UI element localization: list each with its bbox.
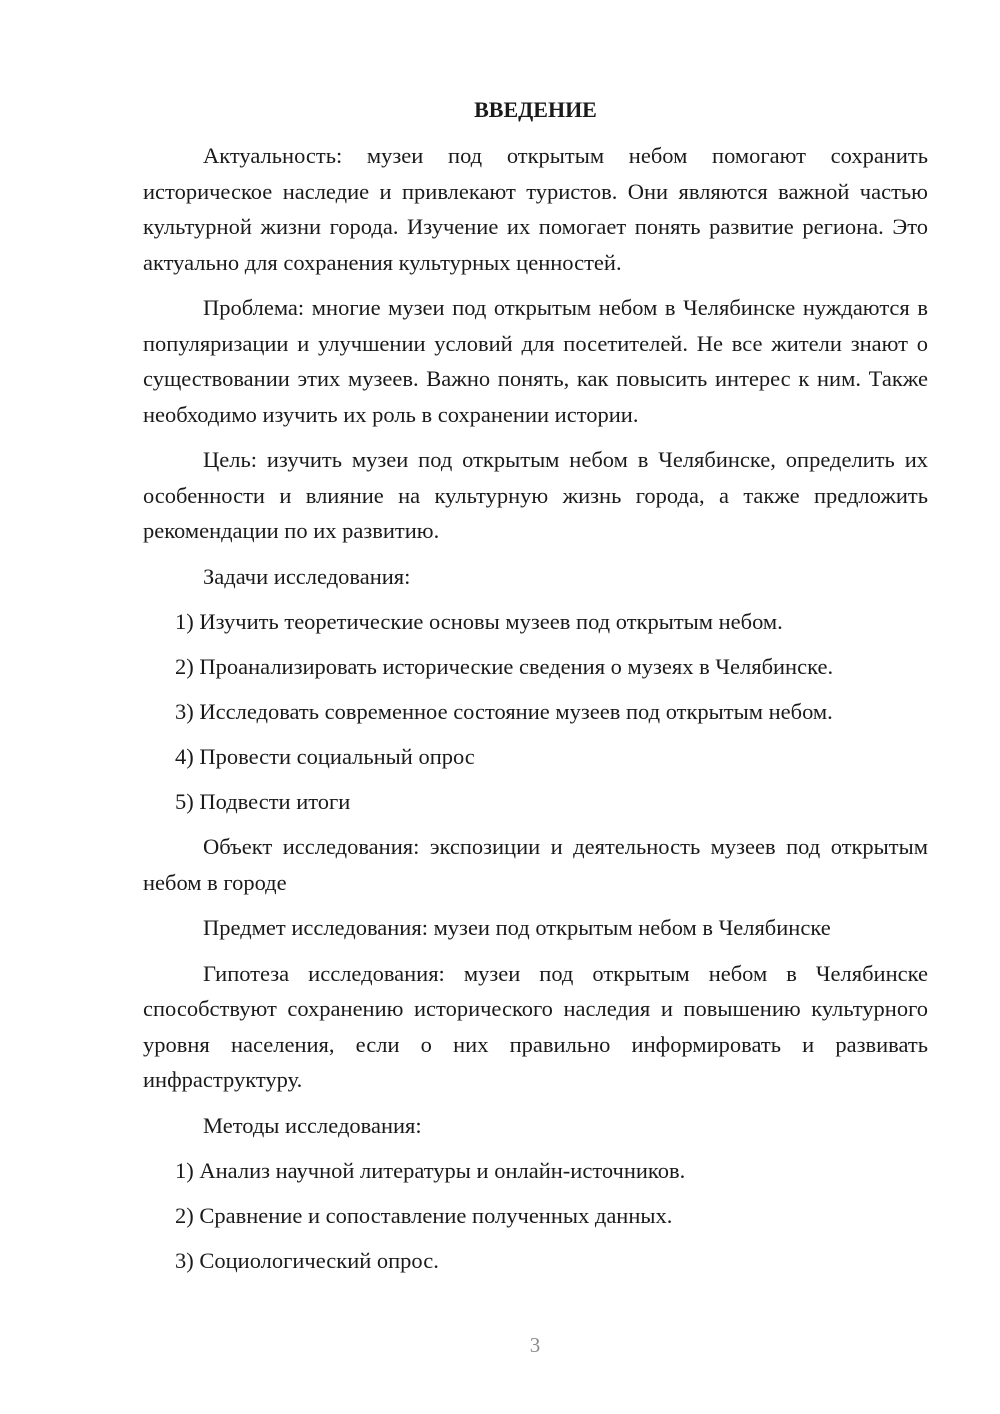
methods-list bbox=[143, 1153, 928, 1279]
list-item: 4) Провести социальный опрос bbox=[175, 744, 475, 769]
list-item: 2) Проанализировать исторические сведения о музеях в Челябинске. bbox=[175, 654, 834, 679]
list-item: 5) Подвести итоги bbox=[175, 789, 351, 814]
section-title: ВВЕДЕНИЕ bbox=[474, 97, 597, 122]
tasks-label: Задачи исследования: bbox=[203, 563, 411, 589]
list-item: 2) Сравнение и сопоставление полученных данных. bbox=[175, 1203, 673, 1228]
subject-paragraph: Предмет исследования: музеи под открытым небом в Челябинске bbox=[203, 915, 831, 940]
list-item: 1) Изучить теоретические основы музеев под открытым небом. bbox=[175, 609, 783, 634]
tasks-list bbox=[143, 604, 928, 820]
page-number: 3 bbox=[529, 1333, 541, 1357]
object-paragraph: Объект исследования: экспозиции и деятельность музеев под открытым небом в городе bbox=[143, 834, 928, 895]
list-item: 3) Исследовать современное состояние музеев под открытым небом. bbox=[175, 699, 833, 724]
goal-paragraph: Цель: изучить музеи под открытым небом в Челябинске, определить их особенности и влияние на культурную жизнь города, а также предложить рекомендации по их развитию. bbox=[143, 447, 928, 543]
hypothesis-paragraph: Гипотеза исследования: музеи под открытым небом в Челябинске способствуют сохранению исторического наследия и повышению культурного уровня населения, если о них правильно информировать и развивать инфраструктуру. bbox=[143, 960, 928, 1092]
page-content bbox=[143, 92, 928, 1288]
list-item: 3) Социологический опрос. bbox=[175, 1248, 439, 1273]
problem-paragraph: Проблема: многие музеи под открытым небом в Челябинске нуждаются в популяризации и улучшении условий для посетителей. Не все жители знают о существовании этих музеев. Важно понять, как повысить интерес к ним. Также необходимо изучить их роль в сохранении истории. bbox=[143, 295, 928, 427]
methods-label: Методы исследования: bbox=[203, 1112, 422, 1138]
relevance-paragraph: Актуальность: музеи под открытым небом помогают сохранить историческое наследие и привлекают туристов. Они являются важной частью культурной жизни города. Изучение их помогает понять развитие региона. Это актуально для сохранения культурных ценностей. bbox=[143, 143, 928, 275]
list-item: 1) Анализ научной литературы и онлайн-источников. bbox=[175, 1158, 686, 1183]
